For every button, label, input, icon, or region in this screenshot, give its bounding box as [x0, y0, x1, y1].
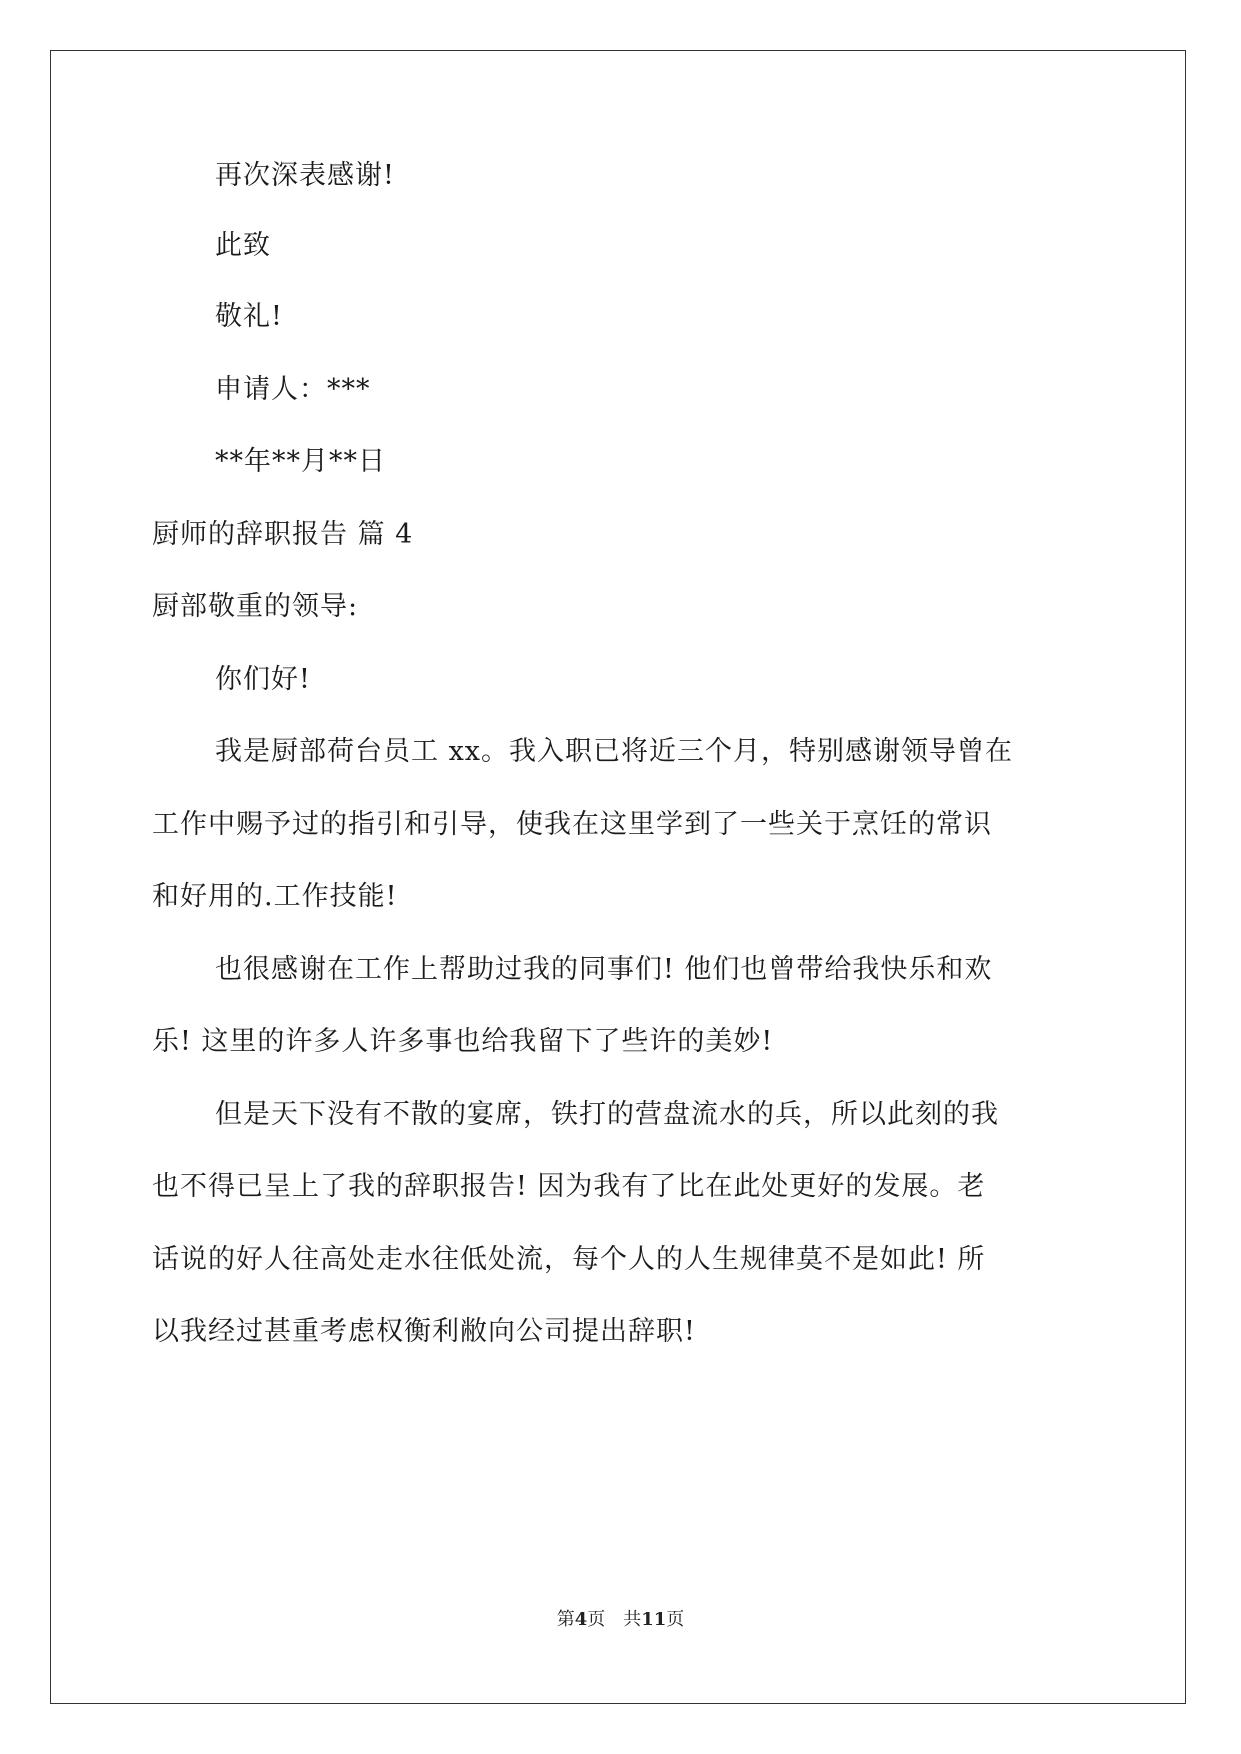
footer-suffix: 页 — [666, 1609, 685, 1630]
footer-prefix: 第 — [556, 1609, 575, 1630]
body-line: 乐! 这里的许多人许多事也给我留下了些许的美妙! — [152, 1026, 774, 1057]
body-line: 我是厨部荷台员工 xx。我入职已将近三个月，特别感谢领导曾在 — [215, 736, 1014, 767]
date-line: **年**月**日 — [215, 446, 386, 477]
closing-salutation-1: 此致 — [215, 230, 271, 261]
footer-total-pages: 11 — [641, 1609, 667, 1630]
footer-mid: 页 共 — [587, 1609, 642, 1630]
footer-page-number: 4 — [574, 1609, 588, 1630]
section-heading: 厨师的辞职报告 篇 4 — [152, 519, 414, 550]
body-line: 话说的好人往高处走水往低处流，每个人的人生规律莫不是如此! 所 — [152, 1244, 986, 1275]
closing-thanks: 再次深表感谢! — [215, 160, 395, 191]
applicant-line: 申请人：*** — [215, 374, 371, 405]
body-line: 和好用的.工作技能! — [152, 881, 398, 912]
body-line: 也不得已呈上了我的辞职报告! 因为我有了比在此处更好的发展。老 — [152, 1171, 986, 1202]
body-line: 也很感谢在工作上帮助过我的同事们! 他们也曾带给我快乐和欢 — [215, 954, 993, 985]
addressee-line: 厨部敬重的领导: — [152, 591, 359, 622]
body-line: 工作中赐予过的指引和引导，使我在这里学到了一些关于烹饪的常识 — [152, 809, 992, 840]
greeting-line: 你们好! — [215, 664, 311, 695]
body-line: 但是天下没有不散的宴席，铁打的营盘流水的兵，所以此刻的我 — [215, 1099, 999, 1130]
body-line: 以我经过甚重考虑权衡利敝向公司提出辞职! — [152, 1316, 696, 1347]
closing-salutation-2: 敬礼! — [215, 301, 283, 332]
page-footer — [0, 1608, 1241, 1632]
